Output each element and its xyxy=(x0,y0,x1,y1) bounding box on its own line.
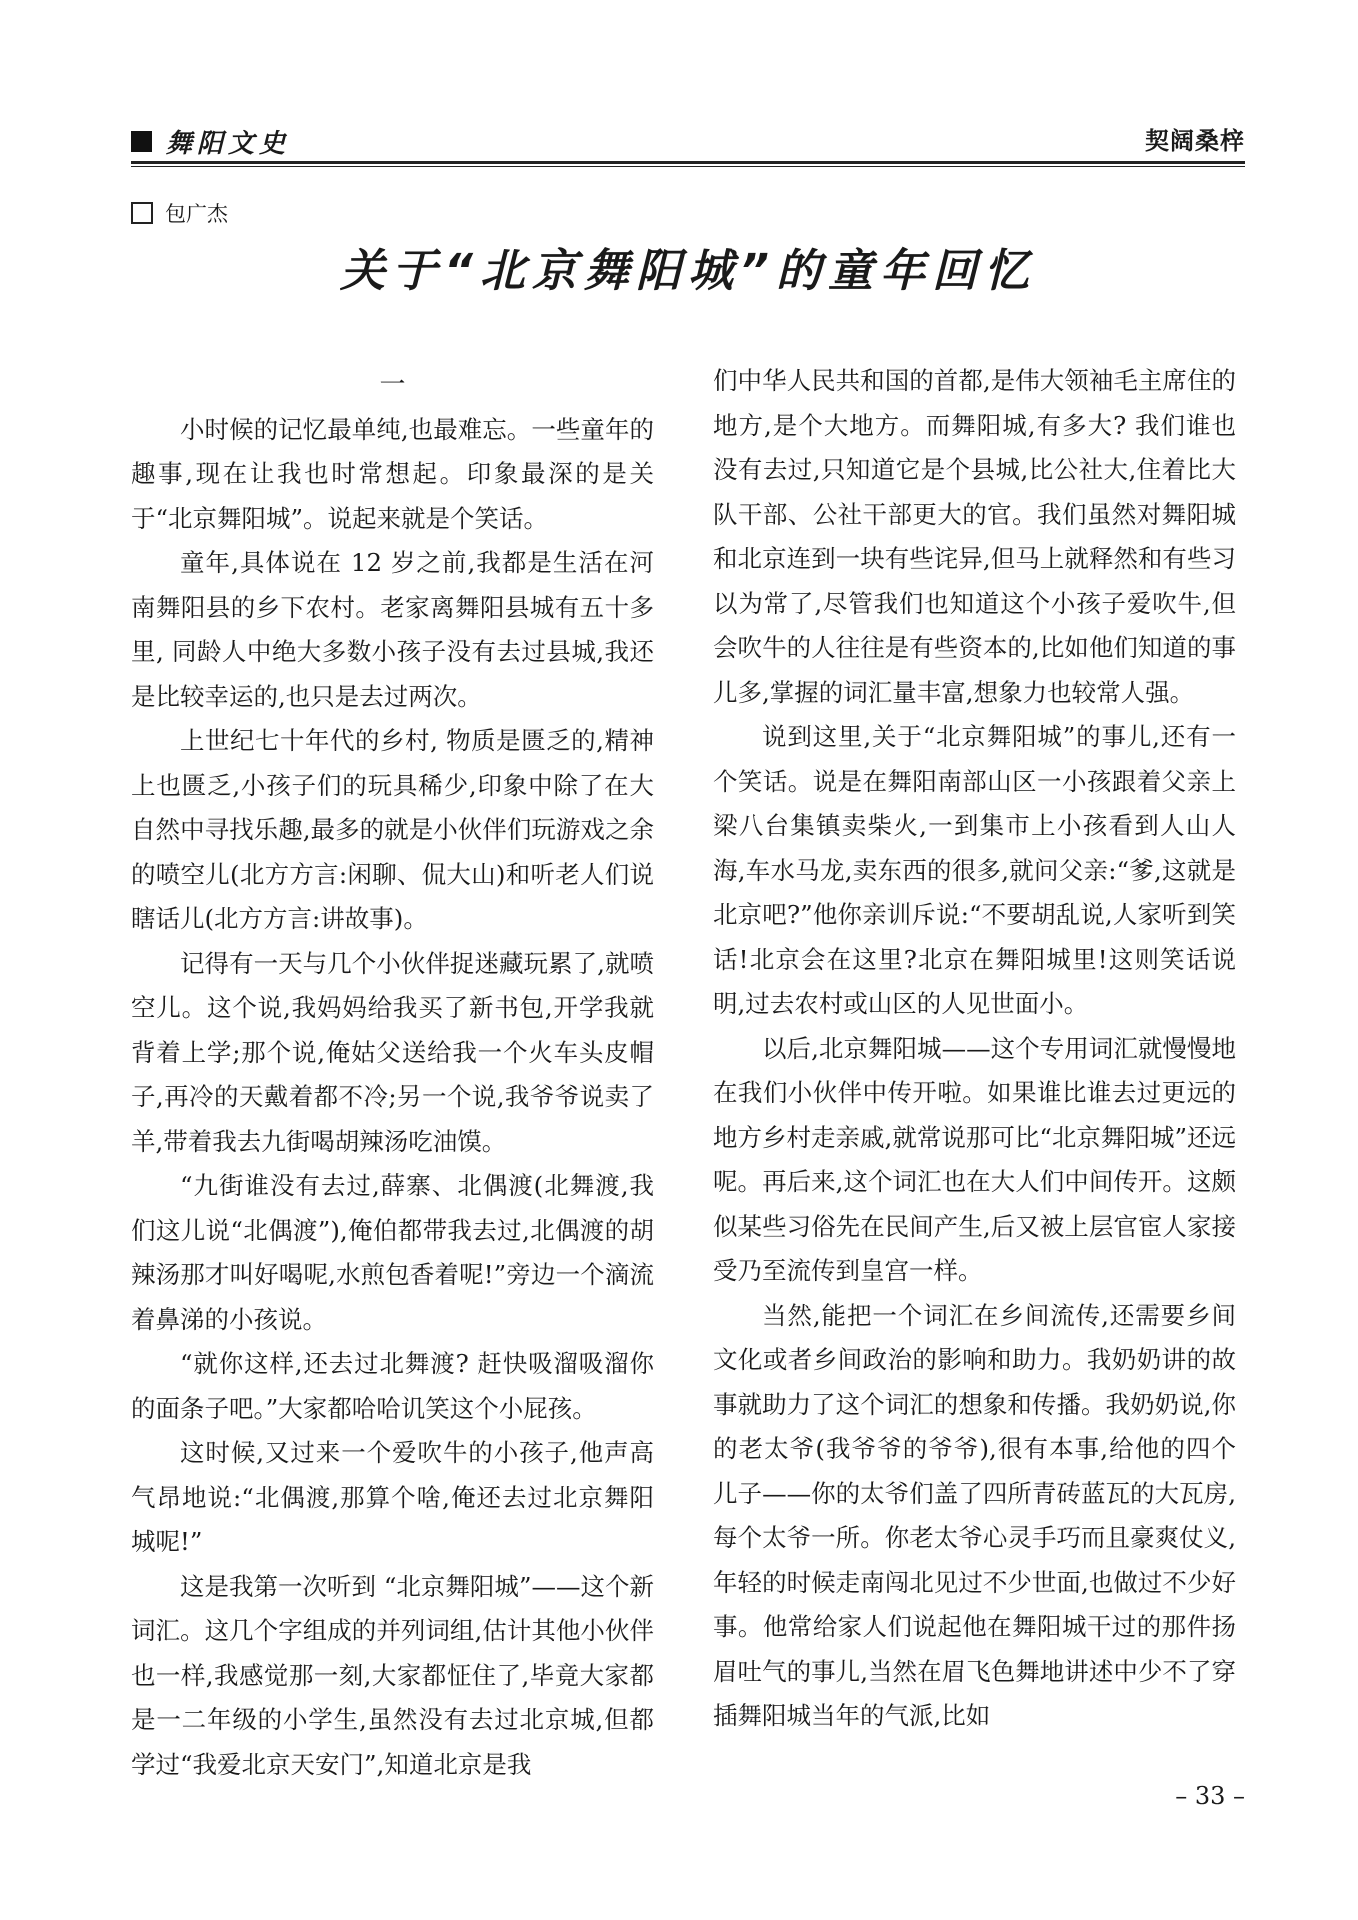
paragraph: “九街谁没有去过,薛寨、北偶渡(北舞渡,我们这儿说“北偶渡”),俺伯都带我去过,北偶渡的胡辣汤那才叫好喝呢,水煎包香着呢!”旁边一个滴流着鼻涕的小孩说。 xyxy=(131,1171,654,1334)
left-column xyxy=(131,363,654,1787)
header-square-icon xyxy=(131,131,152,152)
paragraph: 上世纪七十年代的乡村, 物质是匮乏的,精神上也匮乏,小孩子们的玩具稀少,印象中除了在大自然中寻找乐趣,最多的就是小伙伴们玩游戏之余的喷空儿(北方方言:闲聊、侃大山)和听老人们说瞎话儿(北方方言:讲故事)。 xyxy=(131,726,654,933)
paragraph: 说到这里,关于“北京舞阳城”的事儿,还有一个笑话。说是在舞阳南部山区一小孩跟着父亲上梁八台集镇卖柴火,一到集市上小孩看到人山人海,车水马龙,卖东西的很多,就问父亲:“爹,这就是北京吧?”他你亲训斥说:“不要胡乱说,人家听到笑话!北京会在这里?北京在舞阳城里!这则笑话说明,过去农村或山区的人见世面小。 xyxy=(713,722,1236,1018)
column-title: 契阔桑梓 xyxy=(1145,127,1245,155)
page-header xyxy=(131,120,1245,162)
header-rule-thin xyxy=(131,166,1245,167)
article-title: 关于“北京舞阳城”的童年回忆 xyxy=(340,244,1036,297)
header-left xyxy=(131,120,290,162)
author-name: 包广杰 xyxy=(165,202,228,226)
paragraph: 这是我第一次听到 “北京舞阳城”——这个新词汇。这几个字组成的并列词组,估计其他小伙伴也一样,我感觉那一刻,大家都怔住了,毕竟大家都是一二年级的小学生,虽然没有去过北京城,但都学过“我爱北京天安门”,知道北京是我 xyxy=(131,1571,654,1779)
section-number: 一 xyxy=(379,370,406,400)
journal-title: 舞阳文史 xyxy=(166,128,291,159)
page-number: – 33 – xyxy=(1175,1782,1245,1810)
paragraph: “就你这样,还去过北舞渡? 赶快吸溜吸溜你的面条子吧。”大家都哈哈讥笑这个小屁孩。 xyxy=(131,1349,654,1423)
paragraph: 童年,具体说在 12 岁之前,我都是生活在河南舞阳县的乡下农村。老家离舞阳县城有五十多里, 同龄人中绝大多数小孩子没有去过县城,我还是比较幸运的,也只是去过两次。 xyxy=(131,548,654,711)
paragraph: 记得有一天与几个小伙伴捉迷藏玩累了,就喷空儿。这个说,我妈妈给我买了新书包,开学我就背着上学;那个说,俺姑父送给我一个火车头皮帽子,再冷的天戴着都不冷;另一个说,我爷爷说卖了羊,带着我去九街喝胡辣汤吃油馍。 xyxy=(131,948,654,1156)
author-box-icon xyxy=(131,202,153,224)
paragraph-continuation: 们中华人民共和国的首都,是伟大领袖毛主席住的地方,是个大地方。而舞阳城,有多大? 我们谁也没有去过,只知道它是个县城,比公社大,住着比大队干部、公社干部更大的官。我们虽然对舞阳城和北京连到一块有些诧异,但马上就释然和有些习以为常了,尽管我们也知道这个小孩子爱吹牛,但会吹牛的人往往是有些资本的,比如他们知道的事儿多,掌握的词汇量丰富,想象力也较常人强。 xyxy=(713,366,1236,707)
paragraph: 当然,能把一个词汇在乡间流传,还需要乡间文化或者乡间政治的影响和助力。我奶奶讲的故事就助力了这个词汇的想象和传播。我奶奶说,你的老太爷(我爷爷的爷爷),很有本事,给他的四个儿子——你的太爷们盖了四所青砖蓝瓦的大瓦房,每个太爷一所。你老太爷心灵手巧而且豪爽仗义, 年轻的时候走南闯北见过不少世面,也做过不少好事。他常给家人们说起他在舞阳城干过的那件扬眉吐气的事儿,当然在眉飞色舞地讲述中少不了穿插舞阳城当年的气派,比如 xyxy=(713,1300,1236,1730)
paragraph: 小时候的记忆最单纯,也最难忘。一些童年的趣事,现在让我也时常想起。印象最深的是关于“北京舞阳城”。说起来就是个笑话。 xyxy=(131,414,654,533)
paragraph: 这时候,又过来一个爱吹牛的小孩子,他声高气昂地说:“北偶渡,那算个啥,俺还去过北京舞阳城呢!” xyxy=(131,1438,654,1556)
right-column xyxy=(713,359,1236,1739)
header-rule xyxy=(131,161,1245,164)
paragraph: 以后,北京舞阳城——这个专用词汇就慢慢地在我们小伙伴中传开啦。如果谁比谁去过更远的地方乡村走亲戚,就常说那可比“北京舞阳城”还远呢。再后来,这个词汇也在大人们中间传开。这颇似某些习俗先在民间产生,后又被上层官宦人家接受乃至流传到皇宫一样。 xyxy=(713,1033,1236,1285)
author-line xyxy=(131,199,228,227)
